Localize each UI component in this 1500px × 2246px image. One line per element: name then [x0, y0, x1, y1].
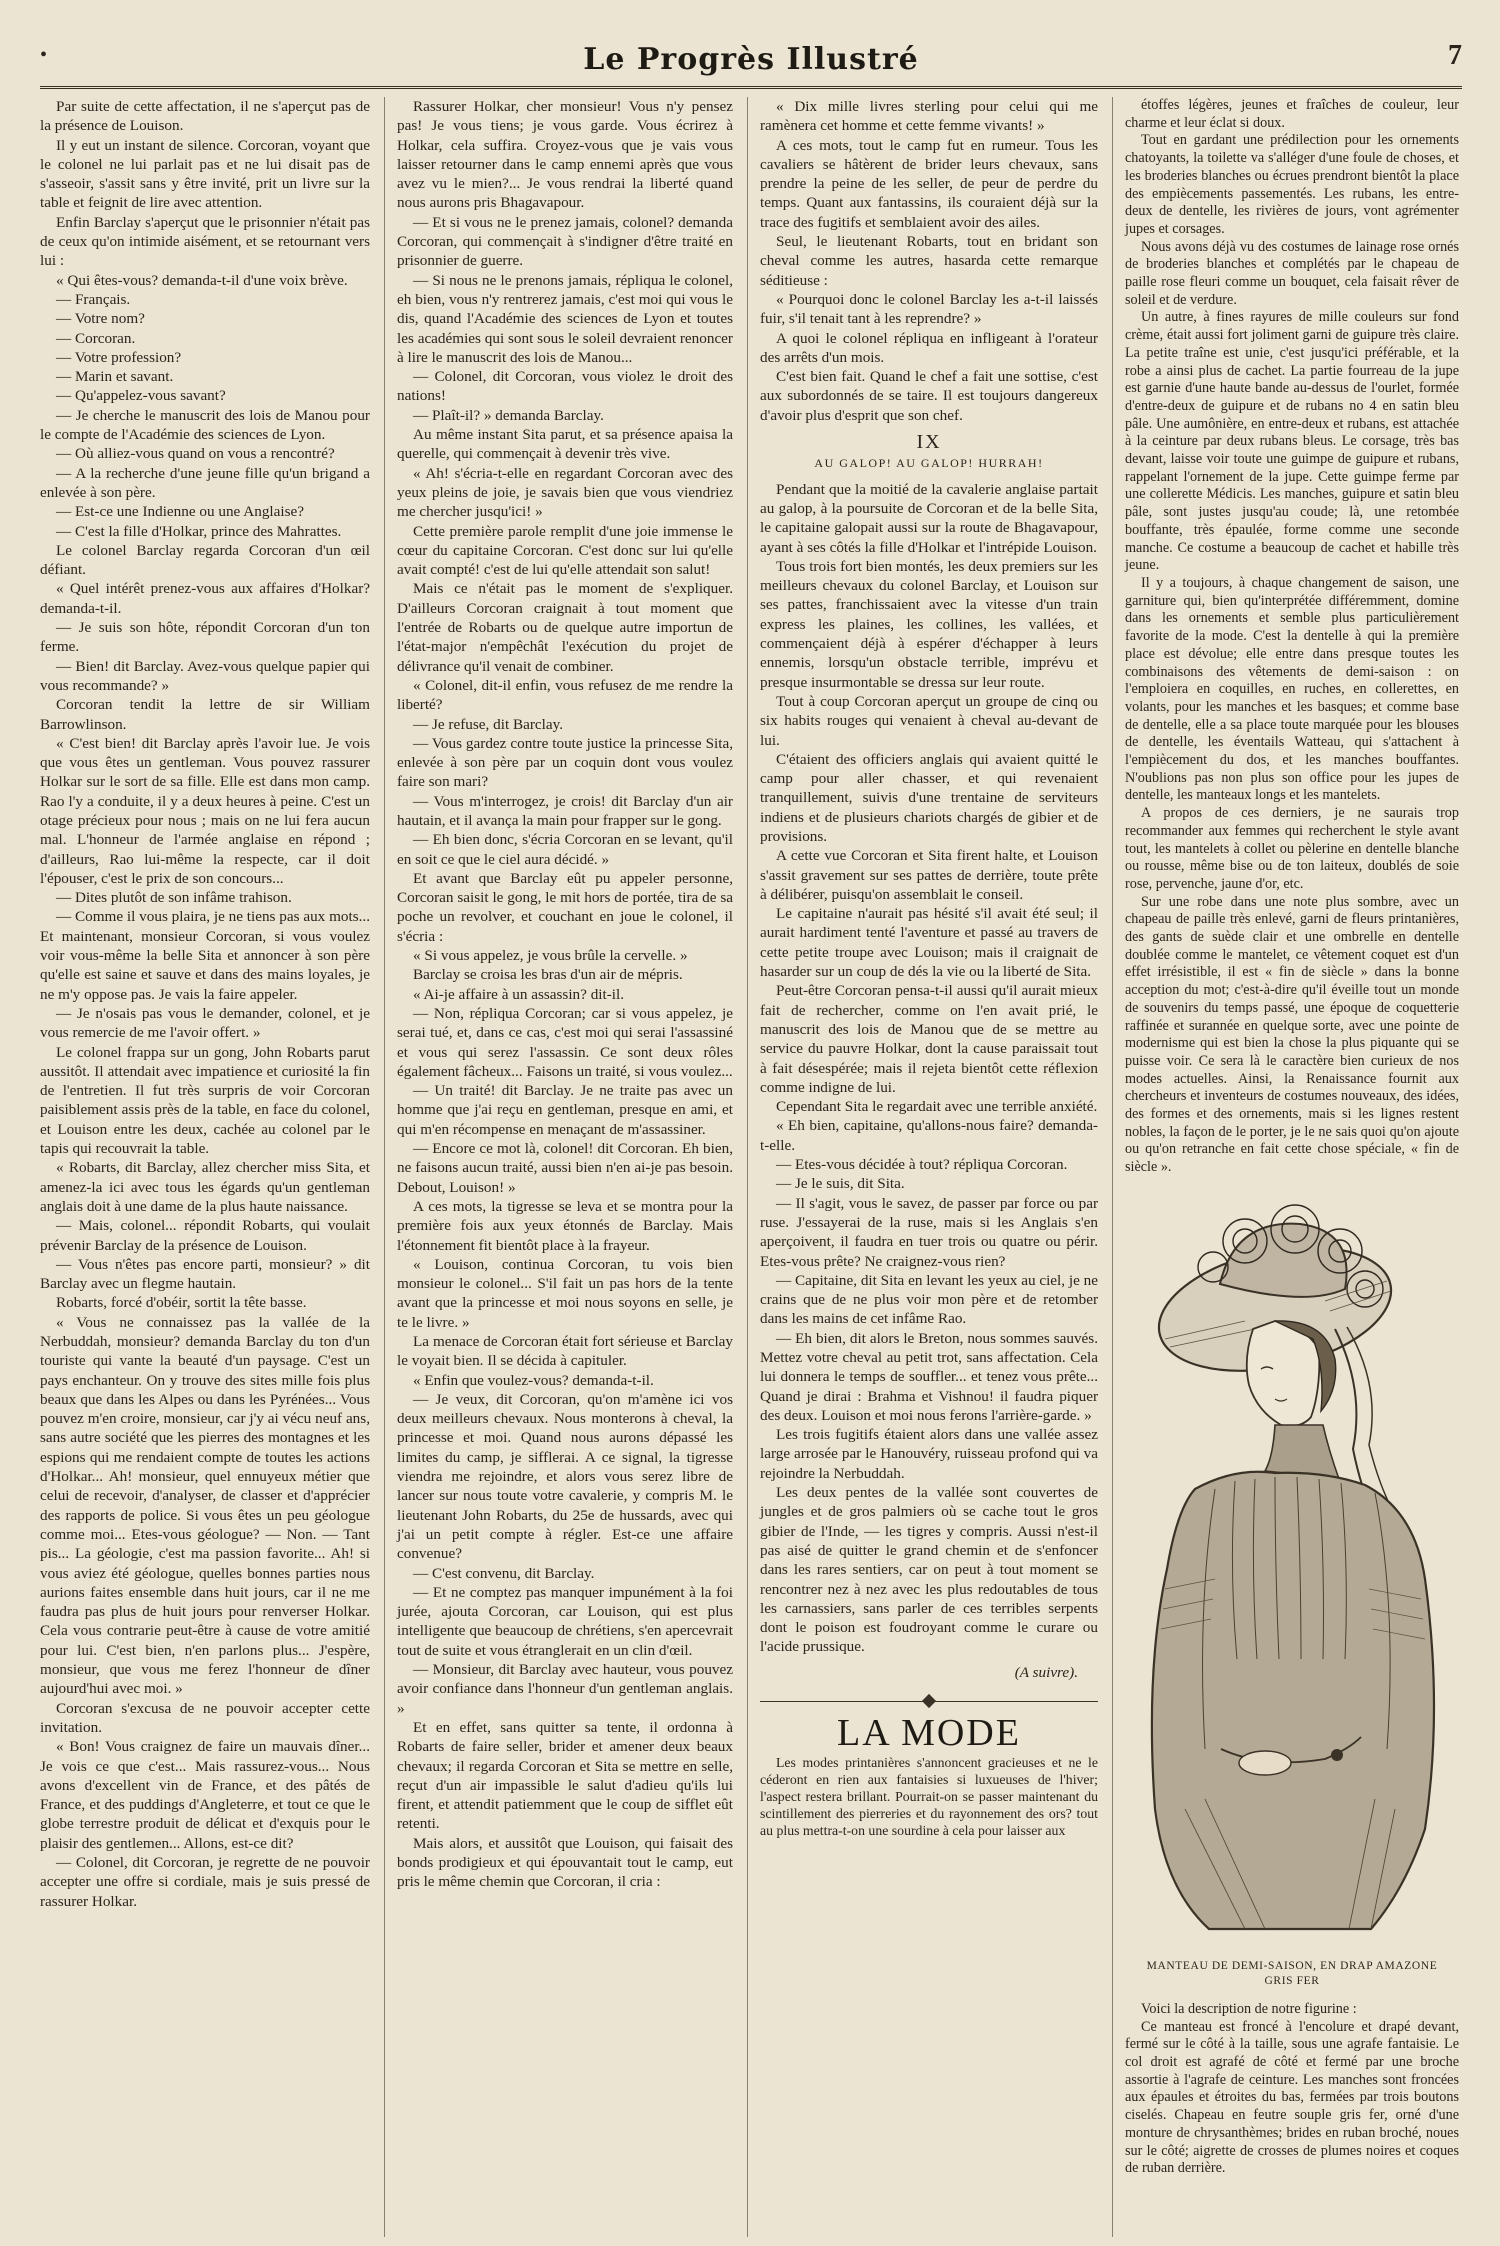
paragraph: « Si vous appelez, je vous brûle la cervelle. » — [413, 947, 688, 965]
paragraph: Et en effet, sans quitter sa tente, il ordonna à Robarts de faire seller, brider et amener deux beaux chevaux; il regarda Corcoran et Sita se mettre en selle, reçut d'un air impassible le salut d'adieu qu'ils lui firent, et attendit patiemment que le coup de sifflet eût retenti. — [397, 1718, 733, 1833]
paragraph: Enfin Barclay s'aperçut que le prisonnier n'était pas de ceux qu'on intimide aisément, et se retournant vers lui : — [40, 213, 370, 270]
paragraph: C'étaient des officiers anglais qui avaient quitté le camp pour aller chasser, et qui revenaient tranquillement, suivis d'une trentaine de serviteurs indiens et de plusieurs chariots chargés de gibier et de provisions. — [760, 750, 1098, 845]
figure-caption — [1125, 1959, 1459, 1989]
paragraph: — Je cherche le manuscrit des lois de Manou pour le compte de l'Académie des sciences de Lyon. — [40, 406, 370, 444]
paragraph: « Pourquoi donc le colonel Barclay les a-t-il laissés fuir, s'il tenait tant à les reprendre? » — [760, 290, 1098, 328]
paragraph: — Votre profession? — [56, 348, 182, 366]
paragraph: « Qui êtes-vous? demanda-t-il d'une voix brève. — [56, 271, 348, 289]
paragraph: — Mais, colonel... répondit Robarts, qui voulait prévenir Barclay de la présence de Louison. — [40, 1217, 370, 1254]
paragraph: A cette vue Corcoran et Sita firent halte, et Louison s'assit gravement sur ses pattes de derrière, toute prête à délibérer, puisqu'on assemblait le conseil. — [760, 847, 1098, 903]
chapter-number: IX — [916, 431, 942, 454]
paragraph: Il y eut un instant de silence. Corcoran, voyant que le colonel ne lui parlait pas et ne lui disait pas de s'asseoir, s'assit sans y être invité, prit un livre sur la table et feignit de lire avec attention. — [40, 136, 370, 212]
paragraph: Tous trois fort bien montés, les deux premiers sur les meilleurs chevaux du colonel Barclay, et Louison sur ses pattes, franchissaient avec la vitesse d'un train express les plaines, les collines, les vallées, et commençaient déjà à espérer d'échapper à leurs ennemis, lorsqu'un obstacle terrible, imprévu et presque insurmontable se dressa sur leur route. — [760, 557, 1098, 691]
figure-caption-line-2: GRIS FER — [1264, 1974, 1320, 1987]
column-2 — [384, 97, 733, 2237]
paragraph: Barclay se croisa les bras d'un air de mépris. — [413, 966, 683, 984]
columns — [40, 97, 1462, 2237]
paragraph: Pendant que la moitié de la cavalerie anglaise partait au galop, à la poursuite de Corcoran et de la belle Sita, le capitaine galopait aussi sur la route de Bhagavapour, ayant à ses côtés la fille d'Holkar et l'intrépide Louison. — [760, 480, 1098, 556]
paragraph: — C'est la fille d'Holkar, prince des Mahrattes. — [56, 522, 342, 540]
mode-intro — [760, 1755, 1098, 1839]
paragraph: Ce manteau est froncé à l'encolure et drapé devant, fermé sur le côté à la taille, sous une agrafe fantaisie. Le col droit est agrafé de côté et fermé par une broche assortie à l'agrafe de ceinture. Les manches sont froncées aux épaules et étroites du bas, fermées par trois boutons ciselés. Chapeau en feutre souple gris fer, orné d'une monture de chrysanthèmes; brides en ruban broché, noues sur le côté; aigrette de crosses de plumes noires et coques de ruban derrière. — [1125, 2018, 1459, 2177]
paragraph: — Eh bien donc, s'écria Corcoran en se levant, qu'il en soit ce que le ciel aura décidé. » — [397, 831, 733, 868]
paragraph: — Je n'osais pas vous le demander, colonel, et je vous remercie de me l'avoir offert. » — [40, 1004, 370, 1042]
paragraph: Les trois fugitifs étaient alors dans une vallée assez large arrosée par le Hanouvéry, ruisseau profond qui va rejoindre la Nerbuddah. — [760, 1426, 1098, 1482]
paragraph: Et avant que Barclay eût pu appeler personne, Corcoran saisit le gong, le mit hors de portée, tira de sa poche un revolver, et couchant en joue le colonel, il s'écria : — [397, 869, 733, 945]
section-divider — [760, 1696, 1098, 1708]
paragraph: — Il s'agit, vous le savez, de passer par force ou par ruse. J'essayerai de la ruse, mais si les Anglais s'en aperçoivent, il faudra en tuer trois ou quatre ou périr. Etes-vous prête? Ne craignez-vous rien? — [760, 1194, 1098, 1270]
paragraph: A quoi le colonel répliqua en infligeant à l'orateur des arrêts d'un mois. — [760, 329, 1098, 366]
paragraph: — Vous m'interrogez, je crois! dit Barclay d'un air hautain, et il avança la main pour frapper sur le gong. — [397, 792, 733, 829]
column-1 — [40, 97, 370, 2237]
paragraph: — Eh bien, dit alors le Breton, nous sommes sauvés. Mettez votre cheval au petit trot, sans affectation. Cela lui donnera le temps de souffler... et tenez vous prête... Quand je dirai : Brahma et Vishnou! il faudra piquer des deux. Louison et moi nous ferons l'arrière-garde. » — [760, 1329, 1098, 1424]
paragraph: Voici la description de notre figurine : — [1141, 2000, 1357, 2017]
paragraph: Seul, le lieutenant Robarts, tout en bridant son cheval comme les autres, hasarda cette remarque séditieuse : — [760, 233, 1098, 289]
paragraph: — Je suis son hôte, répondit Corcoran d'un ton ferme. — [40, 619, 370, 656]
chapter-body — [760, 480, 1098, 1657]
paragraph: — Dites plutôt de son infâme trahison. — [56, 889, 292, 907]
paragraph: — Je veux, dit Corcoran, qu'on m'amène ici vos deux meilleurs chevaux. Nous monterons à cheval, la princesse et moi. Quand nous aurons dépassé les limites du camp, je sifflerai. A ce signal, la tigresse viendra me rejoindre, et alors vous serez libre de lancer sur nous toute votre cavalerie, y compris M. le lieutenant John Robarts, du 25e de hussards, avec qui j'ai un petit compte à régler. Est-ce une affaire convenue? — [397, 1390, 733, 1563]
paragraph: Rassurer Holkar, cher monsieur! Vous n'y pensez pas! Je vous tiens; je vous garde. Vous écrirez à Holkar, cela suffira. Croyez-vous que je vais vous laisser retourner dans le camp ennemi après que vous avez vu le mien?... Je vous rendrai la liberté quand nous aurons pris Bhagavapour. — [397, 98, 733, 212]
paragraph: « Bon! Vous craignez de faire un mauvais dîner... Je vois ce que c'est... Mais rassurez-vous... Nous avons d'excellent vin de France, et des pâtés de France, et des puddings d'Angleterre, et tout ce que le globe terrestre produit de délicat et d'exquis pour le plaisir des gentlemen... Allons, est-ce dit? — [40, 1738, 370, 1852]
paragraph: — Capitaine, dit Sita en levant les yeux au ciel, je ne crains que de ne plus voir mon père et de retomber dans les mains de cet infâme Rao. — [760, 1271, 1098, 1328]
paragraph: — Qu'appelez-vous savant? — [56, 387, 226, 405]
paragraph: « Colonel, dit-il enfin, vous refusez de me rendre la liberté? — [397, 676, 733, 714]
paragraph: — Bien! dit Barclay. Avez-vous quelque papier qui vous recommande? » — [40, 657, 370, 694]
paragraph: Corcoran s'excusa de ne pouvoir accepter cette invitation. — [40, 1699, 370, 1736]
paragraph: — Colonel, dit Corcoran, je regrette de ne pouvoir accepter une offre si cordiale, mais je suis pressé de rassurer Holkar. — [40, 1854, 370, 1910]
figure-description — [1125, 2001, 1459, 2178]
column-3 — [747, 97, 1098, 2237]
figure-caption-line-1: MANTEAU DE DEMI-SAISON, EN DRAP AMAZONE — [1146, 1959, 1438, 1972]
paragraph: Le capitaine n'aurait pas hésité s'il avait été seul; il aurait hardiment tenté l'aventure et passé au travers de cette petite troupe avec Louison; mais il craignait de hasarder sur un coup de dés la vie ou la liberté de Sita. — [760, 905, 1098, 981]
paragraph: — Si nous ne le prenons jamais, répliqua le colonel, eh bien, vous n'y rentrerez jamais, c'est moi qui vous le dis, quand l'Académie des sciences de Lyon et toutes les académies qui sont sous le soleil devraient renoncer à lire le manuscrit des lois de Manou... — [397, 271, 733, 366]
paragraph: « Robarts, dit Barclay, allez chercher miss Sita, et amenez-la ici avec tous les égards qu'un gentleman anglais doit à une dame de la plus haute naissance. — [40, 1159, 370, 1215]
paragraph: Le colonel frappa sur un gong, John Robarts parut aussitôt. Il attendait avec impatience et curiosité la fin de l'entretien. Il fut très surpris de voir Corcoran paisiblement assis près de la table, en face du colonel, et Louison entre les deux, cachée au colonel par le tapis qui recouvrait la table. — [40, 1043, 370, 1158]
paragraph: — Monsieur, dit Barclay avec hauteur, vous pouvez avoir confiance dans l'honneur d'un gentleman anglais. » — [397, 1661, 733, 1717]
paragraph: — Vous gardez contre toute justice la princesse Sita, enlevée à son père par un coquin dont vous voulez faire son mari? — [397, 734, 733, 791]
paragraph: Cependant Sita le regardait avec une terrible anxiété. — [776, 1098, 1098, 1116]
corner-mark: • — [40, 44, 48, 66]
paragraph: — A la recherche d'une jeune fille qu'un brigand a enlevée à son père. — [40, 464, 370, 501]
paragraph: Mais ce n'était pas le moment de s'expliquer. D'ailleurs Corcoran craignait à tout moment que l'entrée de Robarts ou de quelque autre importun de l'état-major n'empêchât l'exécution du projet de délivrance qu'il venait de combiner. — [397, 580, 733, 675]
paragraph: — Où alliez-vous quand on vous a rencontré? — [56, 445, 335, 463]
paragraph: — Encore ce mot là, colonel! dit Corcoran. Eh bien, ne faisons aucun traité, aussi bien n'en ai-je pas besoin. Debout, Louison! » — [397, 1140, 733, 1196]
paragraph: Robarts, forcé d'obéir, sortit la tête basse. — [56, 1294, 307, 1312]
paragraph: — Corcoran. — [56, 329, 136, 347]
paragraph: — Et si vous ne le prenez jamais, colonel? demanda Corcoran, qui commençait à s'indigner d'être traité en prisonnier de guerre. — [397, 213, 733, 270]
paragraph: Nous avons déjà vu des costumes de lainage rose ornés de broderies blanches et complétés par le chapeau de paille rose fleuri comme un bouquet, cela faisait rêver de soleil et de verdure. — [1125, 238, 1459, 308]
paragraph: « Eh bien, capitaine, qu'allons-nous faire? demanda-t-elle. — [760, 1117, 1098, 1154]
paragraph: Au même instant Sita parut, et sa présence apaisa la querelle, qui commençait à devenir très vive. — [397, 426, 733, 463]
paragraph: — Et ne comptez pas manquer impunément à la foi jurée, ajouta Corcoran, car Louison, qui est plus intelligente que beaucoup de chrétiens, s'en apercevrait tout de suite et vous étranglerait en un clin d'œil. — [397, 1583, 733, 1659]
fashion-illustration — [1125, 1189, 1459, 1949]
paragraph: Le colonel Barclay regarda Corcoran d'un œil défiant. — [40, 541, 370, 579]
paragraph: Tout en gardant une prédilection pour les ornements chatoyants, la toilette va s'alléger d'une foule de choses, et les broderies blanches ou écrues prendront bientôt la place des empiècements passementés. Les rubans, les entre-deux de dentelle, les rivières de jours, vont agrémenter jupes et corsages. — [1125, 132, 1459, 237]
paragraph: — Je refuse, dit Barclay. — [413, 715, 563, 733]
newspaper-title: Le Progrès Illustré — [583, 42, 919, 77]
fashion-article — [1125, 97, 1459, 1177]
paragraph: « Quel intérêt prenez-vous aux affaires d'Holkar? demanda-t-il. — [40, 580, 370, 617]
paragraph: Sur une robe dans une note plus sombre, avec un chapeau de paille très enlevé, garni de fleurs printanières, des gants de suède clair et une ombrelle en dentelle doublée comme le mantelet, ce vêtement coquet est d'un effet irrésistible, il est « fin de siècle » dans la bonne acception du mot; c'est-à-dire qu'il éveille tout un monde de souvenirs du temps passé, une époque de coquetterie raffinée et surannée en quelque sorte, avec une pointe de modernisme qui est bien la chose la plus piquante qui se puisse voir. Ce sera là le caractère bien curieux de nos modes actuelles. Ainsi, la Renaissance fournit aux chercheurs et inventeurs de costumes nouveaux, des idées, des formes et des ornements, mais si les lignes restent nobles, la façon de le porter, je le ne sais quoi qu'on ajoute ou qu'on retranche en fait cette chose spéciale, « fin de siècle ». — [1125, 893, 1459, 1176]
paragraph: — Un traité! dit Barclay. Je ne traite pas avec un homme que j'ai reçu en gentleman, presque en ami, et qui m'en récompense en menaçant de m'assassiner. — [397, 1082, 733, 1138]
paragraph: Corcoran tendit la lettre de sir William Barrowlinson. — [40, 696, 370, 733]
paragraph: — Vous n'êtes pas encore parti, monsieur? » dit Barclay avec un flegme hautain. — [40, 1255, 370, 1293]
paragraph: étoffes légères, jeunes et fraîches de couleur, leur charme et leur éclat si doux. — [1125, 97, 1459, 131]
diamond-ornament — [922, 1694, 936, 1708]
paragraph: Mais alors, et aussitôt que Louison, qui faisait des bonds prodigieux et qui épouvantait tout le camp, eut pris le même chemin que Corcoran, il cria : — [397, 1834, 733, 1891]
paragraph: — Je le suis, dit Sita. — [776, 1175, 905, 1193]
paragraph: C'est bien fait. Quand le chef a fait une sottise, c'est aux subordonnés de se taire. Il est toujours dangereux d'avoir plus d'esprit que son chef. — [760, 368, 1098, 424]
paragraph: — Français. — [56, 290, 131, 308]
paragraph: Les modes printanières s'annoncent gracieuses et ne le céderont en rien aux fantaisies si luxueuses de l'hiver; l'aspect restera brillant. Pourrait-on se passer maintenant du scintillement des pierreries et du rayonnement des ors? tout au plus mettra-t-on une sourdine à cela pour laisser aux — [760, 1755, 1098, 1838]
paragraph: Il y a toujours, à chaque changement de saison, une garniture qui, bien qu'interprétée différemment, domine dans les ornements et semble plus particulièrement favorite de la mode. C'est la dentelle à qui la première place est dévolue; elle entre dans presque toutes les combinaisons des vêtements de demi-saison : on l'emploiera en coquilles, en ruches, en collerettes, en volants, pour les manches et les basques; et comme base de dentelle, elle a sa place toute marquée pour les blouses de dentelle, les éventails Watteau, qui s'attachent à l'empiècement du dos, et les manches bouffantes. N'oublions pas non plus son office pour les jupes de dentelle, les manteaux longs et les mantelets. — [1125, 574, 1459, 804]
paragraph: « Ah! s'écria-t-elle en regardant Corcoran avec des yeux pleins de joie, je savais bien que vous viendriez me chercher jusqu'ici! » — [397, 464, 733, 521]
page-number: 7 — [1448, 40, 1462, 71]
paragraph: La menace de Corcoran était fort sérieuse et Barclay le voyait bien. Il se décida à capituler. — [397, 1333, 733, 1370]
woman-in-cape-illustration — [1125, 1189, 1459, 1949]
chapter-title: AU GALOP! AU GALOP! HURRAH! — [814, 456, 1044, 471]
paragraph: A ces mots, tout le camp fut en rumeur. Tous les cavaliers se hâtèrent de brider leurs chevaux, sans prendre la peine de les seller, de peur de perdre du temps. Quant aux fantassins, ils couraient déjà sur la trace des fugitifs et semblaient avoir des ailes. — [760, 136, 1098, 231]
masthead — [40, 28, 1462, 89]
paragraph: — Est-ce une Indienne ou une Anglaise? — [56, 503, 304, 521]
paragraph: Cette première parole remplit d'une joie immense le cœur du capitaine Corcoran. C'est donc sur lui qu'elle avait compté! c'est de lui qu'elle attendait son salut! — [397, 522, 733, 579]
paragraph: — C'est convenu, dit Barclay. — [413, 1564, 595, 1582]
paragraph: — Colonel, dit Corcoran, vous violez le droit des nations! — [397, 368, 733, 405]
paragraph: « C'est bien! dit Barclay après l'avoir lue. Je vois que vous êtes un gentleman. Vous pouvez rassurer Holkar sur le sort de sa fille. Elle est dans mon camp. Rao l'y a conduite, il y a deux heures à peine. C'est un otage précieux pour nous ; mais on ne lui fera aucun mal. L'honneur de l'armée anglaise en répond ; d'ailleurs, Rao lui-même la respecte, car il doit l'épouser, c'est le prix de son concours... — [40, 734, 370, 887]
paragraph: Par suite de cette affectation, il ne s'aperçut pas de la présence de Louison. — [40, 98, 370, 135]
a-suivre: (A suivre). — [1014, 1663, 1078, 1681]
paragraph: Tout à coup Corcoran aperçut un groupe de cinq ou six habits rouges qui venaient à cheval au-devant de lui. — [760, 692, 1098, 749]
paragraph: — Votre nom? — [56, 310, 145, 328]
paragraph: A propos de ces derniers, je ne saurais trop recommander aux femmes qui recherchent le style avant tout, les mantelets à collet ou pèlerine en dentelle blanche ou rousse, même bise ou de ton laiteux, doublés de soie rose, pervenche, jaune d'or, etc. — [1125, 805, 1459, 892]
paragraph: — Comme il vous plaira, je ne tiens pas aux mots... Et maintenant, monsieur Corcoran, si vous voulez voir vous-même la belle Sita et annoncer à son père qu'elle est saine et sauve et dans des mains loyales, je ne m'y oppose pas. Je vais la faire appeler. — [40, 908, 370, 1003]
paragraph: Les deux pentes de la vallée sont couvertes de jungles et de gros palmiers où se cache tout le gros gibier de l'Inde, — les tigres y compris. Aussi n'est-il pas aisé de quitter le grand chemin et de s'enfoncer dans les rares sentiers, car on peut à tout moment se rencontrer nez à nez avec les plus redoutables de tous les carnassiers, sans parler de ces terribles serpents dont le poison est foudroyant comme le curare ou l'acide prussique. — [760, 1484, 1098, 1656]
paragraph: « Ai-je affaire à un assassin? dit-il. — [413, 985, 625, 1003]
paragraph: « Enfin que voulez-vous? demanda-t-il. — [413, 1371, 654, 1389]
paragraph: A ces mots, la tigresse se leva et se montra pour la première fois aux yeux étonnés de Barclay. Mais l'étonnement fit bientôt place à la frayeur. — [397, 1197, 733, 1254]
paragraph: — Etes-vous décidée à tout? répliqua Corcoran. — [776, 1156, 1068, 1174]
paragraph: Peut-être Corcoran pensa-t-il aussi qu'il aurait mieux fait de rechercher, comme on l'en avait prié, le manuscrit des lois de Manou que de se mettre au service du pauvre Holkar, dont la cause paraissait tout à fait désespérée; mais il rejeta bientôt cette réflexion comme indigne de lui. — [760, 982, 1098, 1096]
paragraph: « Dix mille livres sterling pour celui qui me ramènera cet homme et cette femme vivants! » — [760, 98, 1098, 135]
paragraph: — Plaît-il? » demanda Barclay. — [413, 406, 604, 424]
paragraph: — Marin et savant. — [56, 368, 174, 386]
paragraph: « Louison, continua Corcoran, tu vois bien monsieur le colonel... S'il fait un pas hors de la tente avant que la princesse et moi nous soyons en selle, je te le livre. » — [397, 1255, 733, 1331]
column-4 — [1112, 97, 1459, 2237]
paragraph: Un autre, à fines rayures de mille couleurs sur fond crème, était aussi fort joliment garni de guipure très claire. La petite traîne est unie, c'est jusqu'ici préférable, et la robe a ainsi plus de cachet. La partie fourreau de la jupe est garnie d'une haute bande au-dessus de l'ourlet, formée d'entre-deux de guipure et de rubans no 4 en satin bleu pâle. Une aumônière, en entre-deux et rubans, est attachée à la ceinture par deux rubans bleus. Le corsage, très bas devant, laisse voir toute une guimpe de guipure et rubans, rappelant l'ornement de la jupe. Cette guimpe ferme par une collerette Médicis. Les manches, guipure et satin bleu pâle, sont justes jusqu'au coude; là, une retombée bouffante, très épaulée, forme comme une seconde manche. Ce costume a beaucoup de cachet et habille très jeune. — [1125, 309, 1459, 574]
paragraph: « Vous ne connaissez pas la vallée de la Nerbuddah, monsieur? demanda Barclay du ton d'un touriste qui vante la beauté d'un paysage. C'est un pays enchanteur. On y trouve des sites mille fois plus beaux que dans les Alpes ou dans les Pyrénées... Vous pouvez m'en croire, monsieur, car j'y ai vécu neuf ans, sans autre société que les pierres des montagnes et les espions qui me rendaient compte de toutes les actions d'Holkar... Ah! monsieur, quel ennuyeux métier que celui de recevoir, d'analyser, de classer et d'apprécier des rapports de police. Si vous êtes un peu géologue comme moi... Etes-vous géologue? — Non. — Tant pis... La géologie, c'est ma passion favorite... Ah! si vous aviez été géologue, quelles bonnes parties nous aurions faites ensemble dans huit jours, car il ne me faudra pas plus de huit jours pour renverser Holkar. Cela vous contrarie peut-être à cause de votre amitié pour lui. C'est bien, n'en parlons plus... J'espère, monsieur, que vous me ferez l'honneur de dîner aujourd'hui avec moi. » — [40, 1313, 370, 1698]
paragraph: — Non, répliqua Corcoran; car si vous appelez, je serai tué, et, dans ce cas, c'est moi qui serai l'assassiné et vous qui serez l'assassin. Ce sont deux rôles également fâcheux... Faisons un traité, si vous voulez... — [397, 1004, 733, 1080]
mode-title: LA MODE — [837, 1712, 1021, 1755]
story-continuation — [760, 97, 1098, 425]
